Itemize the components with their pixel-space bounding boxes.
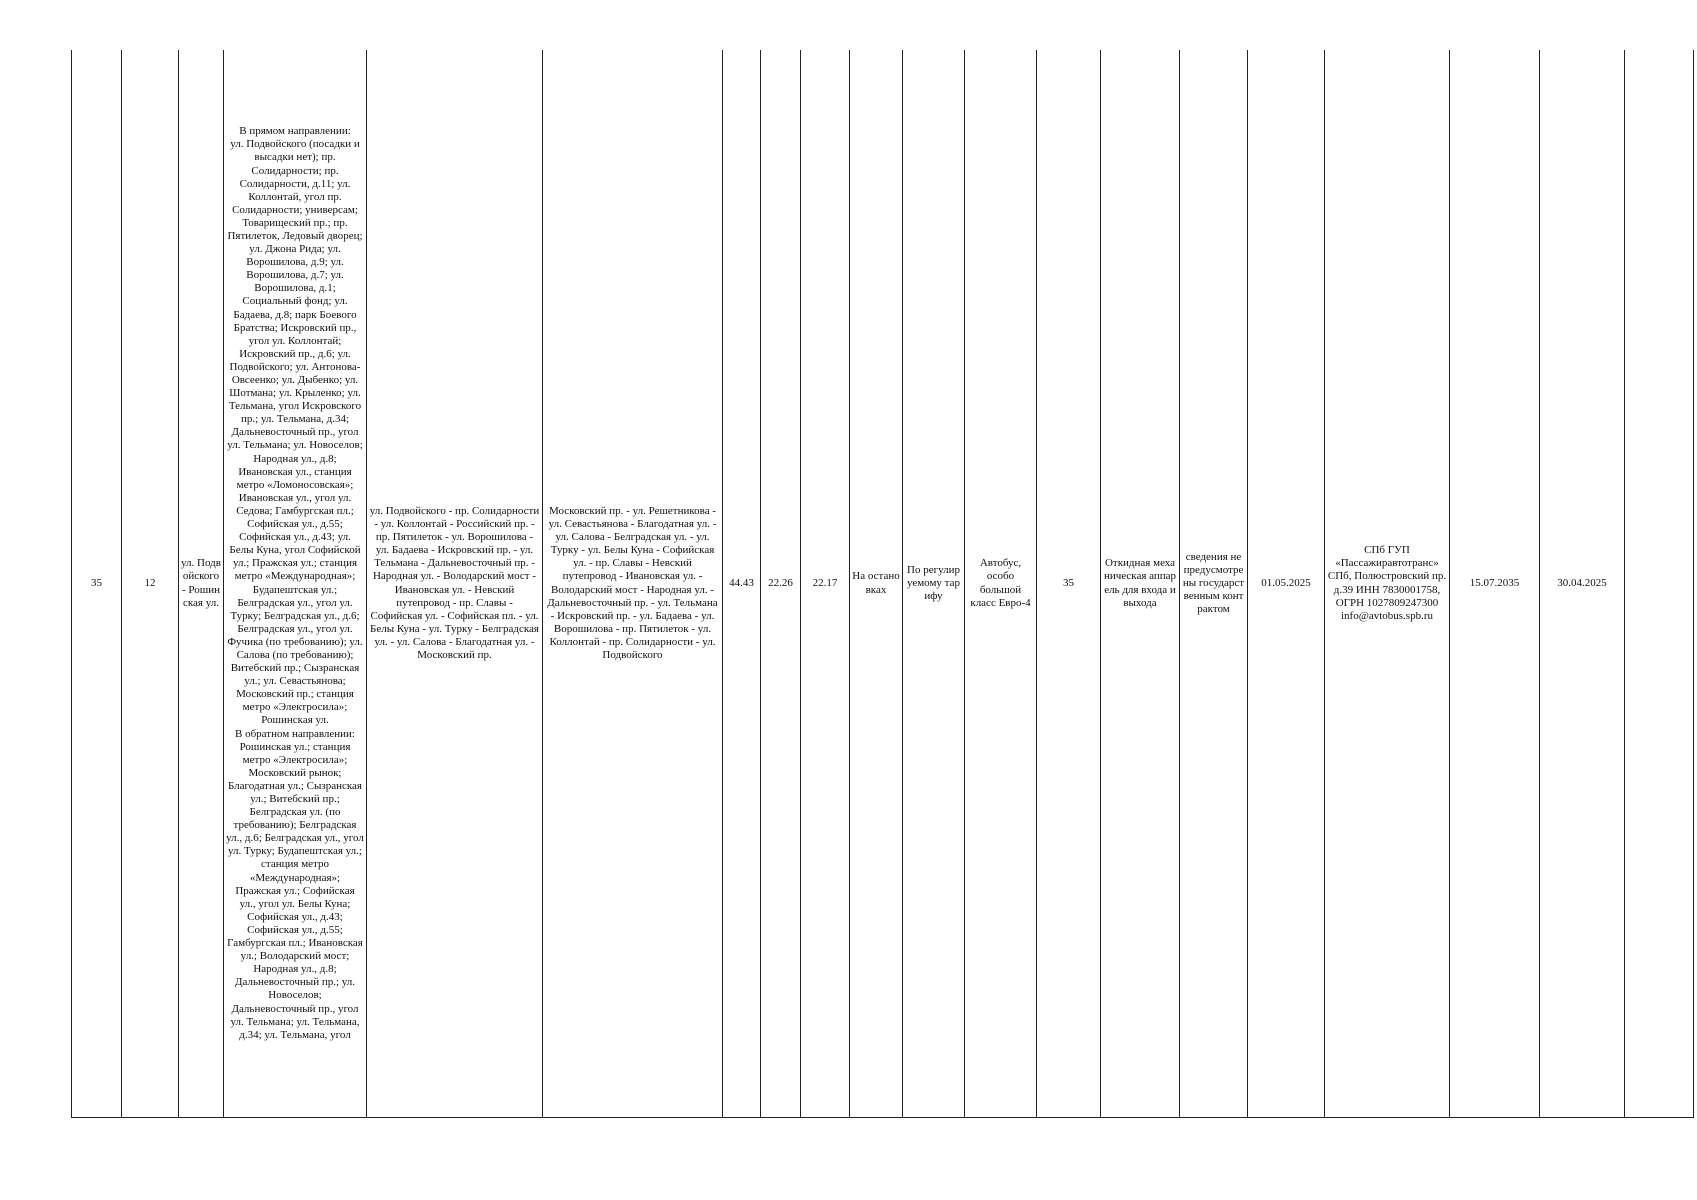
path-backward-cell: Московский пр. - ул. Решетникова - ул. Севастьянова - Благодатная ул. - ул. Салова - Белградская ул. - ул. Турку - ул. Белы Куна - Софийская ул. - пр. Славы - Невский путепровод - Ивановская ул. - Володарский мост - Народная ул. - Дальневосточный пр. - ул. Тельмана - Искровский пр. - ул. Бадаева - ул. Ворошилова - пр. Пятилеток - ул. Коллонтай - пр. Солидарности - ул. Подвойского (543, 50, 723, 1118)
equipment-cell: Откидная механическая аппарель для входа и выхода (1101, 50, 1180, 1118)
length-total-cell: 44.43 (723, 50, 761, 1118)
length-forward-cell: 22.26 (761, 50, 801, 1118)
registration-number-cell: 35 (72, 50, 122, 1118)
length-backward-cell: 22.17 (801, 50, 850, 1118)
start-date-cell: 01.05.2025 (1248, 50, 1325, 1118)
stops-list-cell: В прямом направлении: ул. Подвойского (посадки и высадки нет); пр. Солидарности; пр. Солидарности, д.11; ул. Коллонтай, угол пр. Солидарности; универсам; Товарищеский пр.; пр. Пятилеток, Ледовый дворец; ул. Джона Рида; ул. Ворошилова, д.9; ул. Ворошилова, д.7; ул. Ворошилова, д.1; Социальный фонд; ул. Бадаева, д.8; парк Боевого Братства; Искровский пр., угол ул. Коллонтай; Искровский пр., д.6; ул. Подвойского; ул. Антонова-Овсеенко; ул. Дыбенко; ул. Шотмана; ул. Крыленко; ул. Тельмана, угол Искровского пр.; ул. Тельмана, д.34; Дальневосточный пр., угол ул. Тельмана; ул. Новоселов; Народная ул., д.8; Ивановская ул., станция метро «Ломоносовская»; Ивановская ул., угол ул. Седова; Гамбургская пл.; Софийская ул., д.55; Софийская ул., д.43; ул. Белы Куна, угол Софийской ул.; Пражская ул.; станция метро «Международная»; Будапештская ул.; Белградская ул., угол ул. Турку; Белградская ул., д.6; Белградская ул., угол ул. Фучика (по требованию); ул. Салова (по требованию); Витебский пр.; Сызранская ул.; ул. Севастьянова; Московский пр.; станция метро «Электросила»; Рошинская ул. В обратном направлении: Рошинская ул.; станция метро «Электросила»; Московский рынок; Благодатная ул.; Сызранская ул.; Витебский пр.; Белградская ул. (по требованию); Белградская ул., д.6; Белградская ул., угол ул. Турку; Будапештская ул.; станция метро «Международная»; Пражская ул.; Софийская ул., угол ул. Белы Куна; Софийская ул., д.43; Софийская ул., д.55; Гамбургская пл.; Ивановская ул.; Володарский мост; Народная ул., д.8; Дальневосточный пр.; ул. Новоселов; Дальневосточный пр., угол ул. Тельмана; ул. Тельмана, д.34; ул. Тельмана, угол (224, 50, 367, 1118)
extra-cell (1625, 50, 1694, 1118)
stop-procedure-cell: На остановках (850, 50, 903, 1118)
vehicle-cell: Автобус, особо большой класс Евро-4 (965, 50, 1037, 1118)
path-forward-cell: ул. Подвойского - пр. Солидарности - ул. Коллонтай - Российский пр. - пр. Пятилеток - ул. Ворошилова - ул. Бадаева - Искровский пр. - ул. Тельмана - Дальневосточный пр. - Народная ул. - Володарский мост - Ивановская ул. - Невский путепровод - пр. Славы - Софийская ул. - Софийская пл. - ул. Белы Куна - ул. Турку - Белградская ул. - ул. Салова - Благодатная ул. - Московский пр. (367, 50, 543, 1118)
carrier-cell: СПб ГУП «Пассажиравтотранс» СПб, Полюстровский пр. д.39 ИНН 7830001758, ОГРН 1027809247300 info@avtobus.spb.ru (1325, 50, 1450, 1118)
route-number-cell: 12 (122, 50, 179, 1118)
end-date-cell: 15.07.2035 (1450, 50, 1540, 1118)
contract-info-cell: сведения не предусмотрены государственным контрактом (1180, 50, 1248, 1118)
vehicle-count-cell: 35 (1037, 50, 1101, 1118)
tariff-cell: По регулируемому тарифу (903, 50, 965, 1118)
change-date-cell: 30.04.2025 (1540, 50, 1625, 1118)
route-name-cell: ул. Подвойского - Рошинская ул. (179, 50, 224, 1118)
route-registry-table (71, 50, 1694, 1118)
table-row (72, 50, 1694, 1118)
